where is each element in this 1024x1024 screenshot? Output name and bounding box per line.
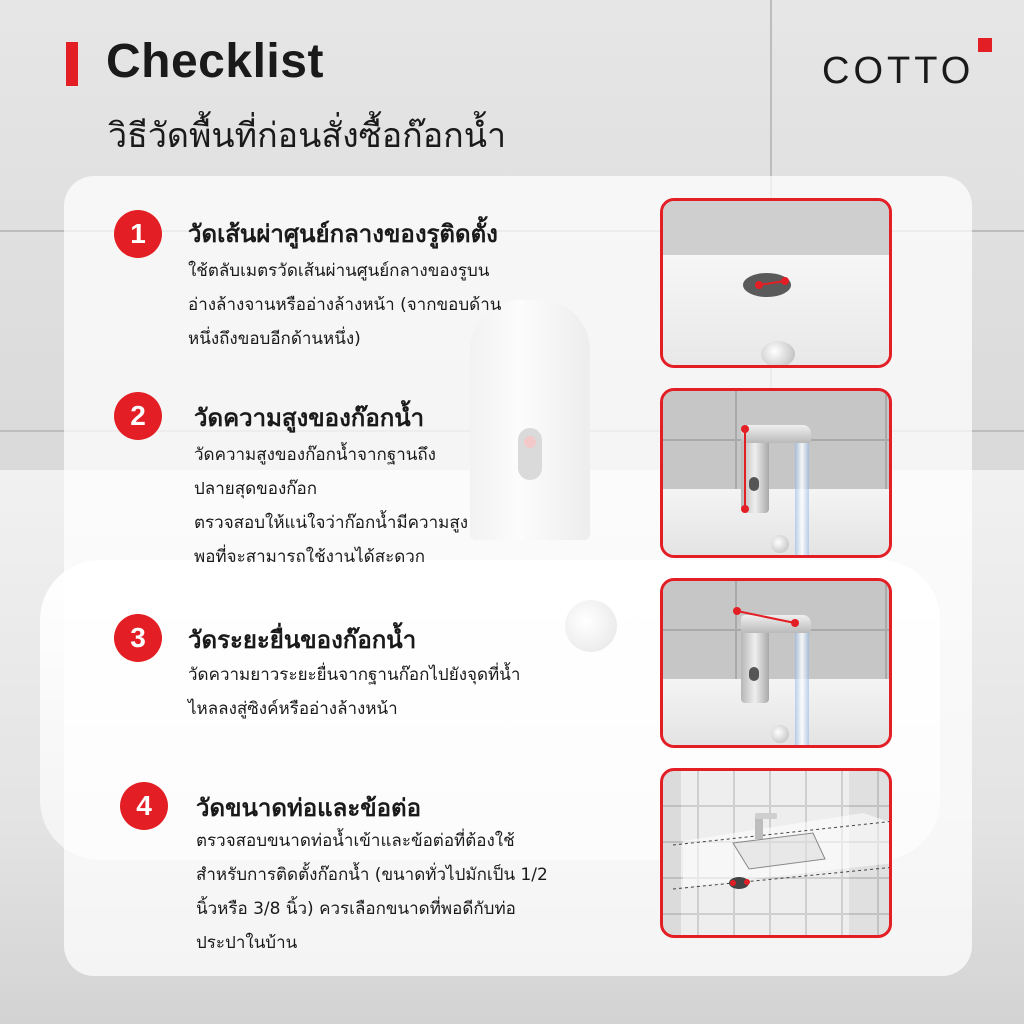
brand-logo: COTTO — [822, 50, 975, 92]
step-number-badge: 2 — [114, 392, 162, 440]
description-line: นิ้วหรือ 3/8 นิ้ว) ควรเลือกขนาดที่พอดีกับท่อ — [196, 899, 516, 919]
title-accent-bar — [66, 42, 78, 86]
step-number-badge: 4 — [120, 782, 168, 830]
step-description — [188, 254, 501, 356]
step-photo-faucet-reach — [660, 578, 892, 748]
description-line: ตรวจสอบให้แน่ใจว่าก๊อกน้ำมีความสูง — [194, 513, 469, 533]
step-photo-pipe-fittings — [660, 768, 892, 938]
measure-line-diameter — [663, 201, 892, 368]
description-line: อ่างล้างจานหรืออ่างล้างหน้า (จากขอบด้าน — [188, 295, 502, 315]
step-photo-faucet-height — [660, 388, 892, 558]
description-line: สำหรับการติดตั้งก๊อกน้ำ (ขนาดทั่วไปมักเป็น 1/2 — [196, 865, 548, 885]
step-description — [194, 438, 468, 574]
page-title: Checklist — [106, 35, 324, 88]
description-line: ไหลลงสู่ซิงค์หรืออ่างล้างหน้า — [188, 699, 398, 719]
photo-sink-outline — [663, 771, 892, 938]
step-number-badge: 1 — [114, 210, 162, 258]
brand-logo-square — [978, 38, 992, 52]
step-number-badge: 3 — [114, 614, 162, 662]
step-title: วัดเส้นผ่าศูนย์กลางของรูติดตั้ง — [188, 220, 498, 248]
measure-line-reach — [663, 581, 892, 748]
step-photo-sink-hole — [660, 198, 892, 368]
measure-line-height — [663, 391, 892, 558]
description-line: วัดความสูงของก๊อกน้ำจากฐานถึง — [194, 445, 436, 465]
description-line: ตรวจสอบขนาดท่อน้ำเข้าและข้อต่อที่ต้องใช้ — [196, 831, 515, 851]
description-line: ปลายสุดของก๊อก — [194, 479, 318, 499]
description-line: พอที่จะสามารถใช้งานได้สะดวก — [194, 547, 426, 567]
step-description — [188, 658, 520, 726]
description-line: ประปาในบ้าน — [196, 933, 298, 953]
step-title: วัดระยะยื่นของก๊อกน้ำ — [188, 626, 417, 654]
step-title: วัดความสูงของก๊อกน้ำ — [194, 404, 425, 432]
step-title: วัดขนาดท่อและข้อต่อ — [196, 794, 422, 822]
page-subtitle: วิธีวัดพื้นที่ก่อนสั่งซื้อก๊อกน้ำ — [108, 116, 507, 156]
checklist-panel — [64, 176, 972, 976]
description-line: ใช้ตลับเมตรวัดเส้นผ่านศูนย์กลางของรูบน — [188, 261, 490, 281]
step-description — [196, 824, 548, 960]
description-line: วัดความยาวระยะยื่นจากฐานก๊อกไปยังจุดที่น้ำ — [188, 665, 521, 685]
description-line: หนึ่งถึงขอบอีกด้านหนึ่ง) — [188, 329, 361, 349]
